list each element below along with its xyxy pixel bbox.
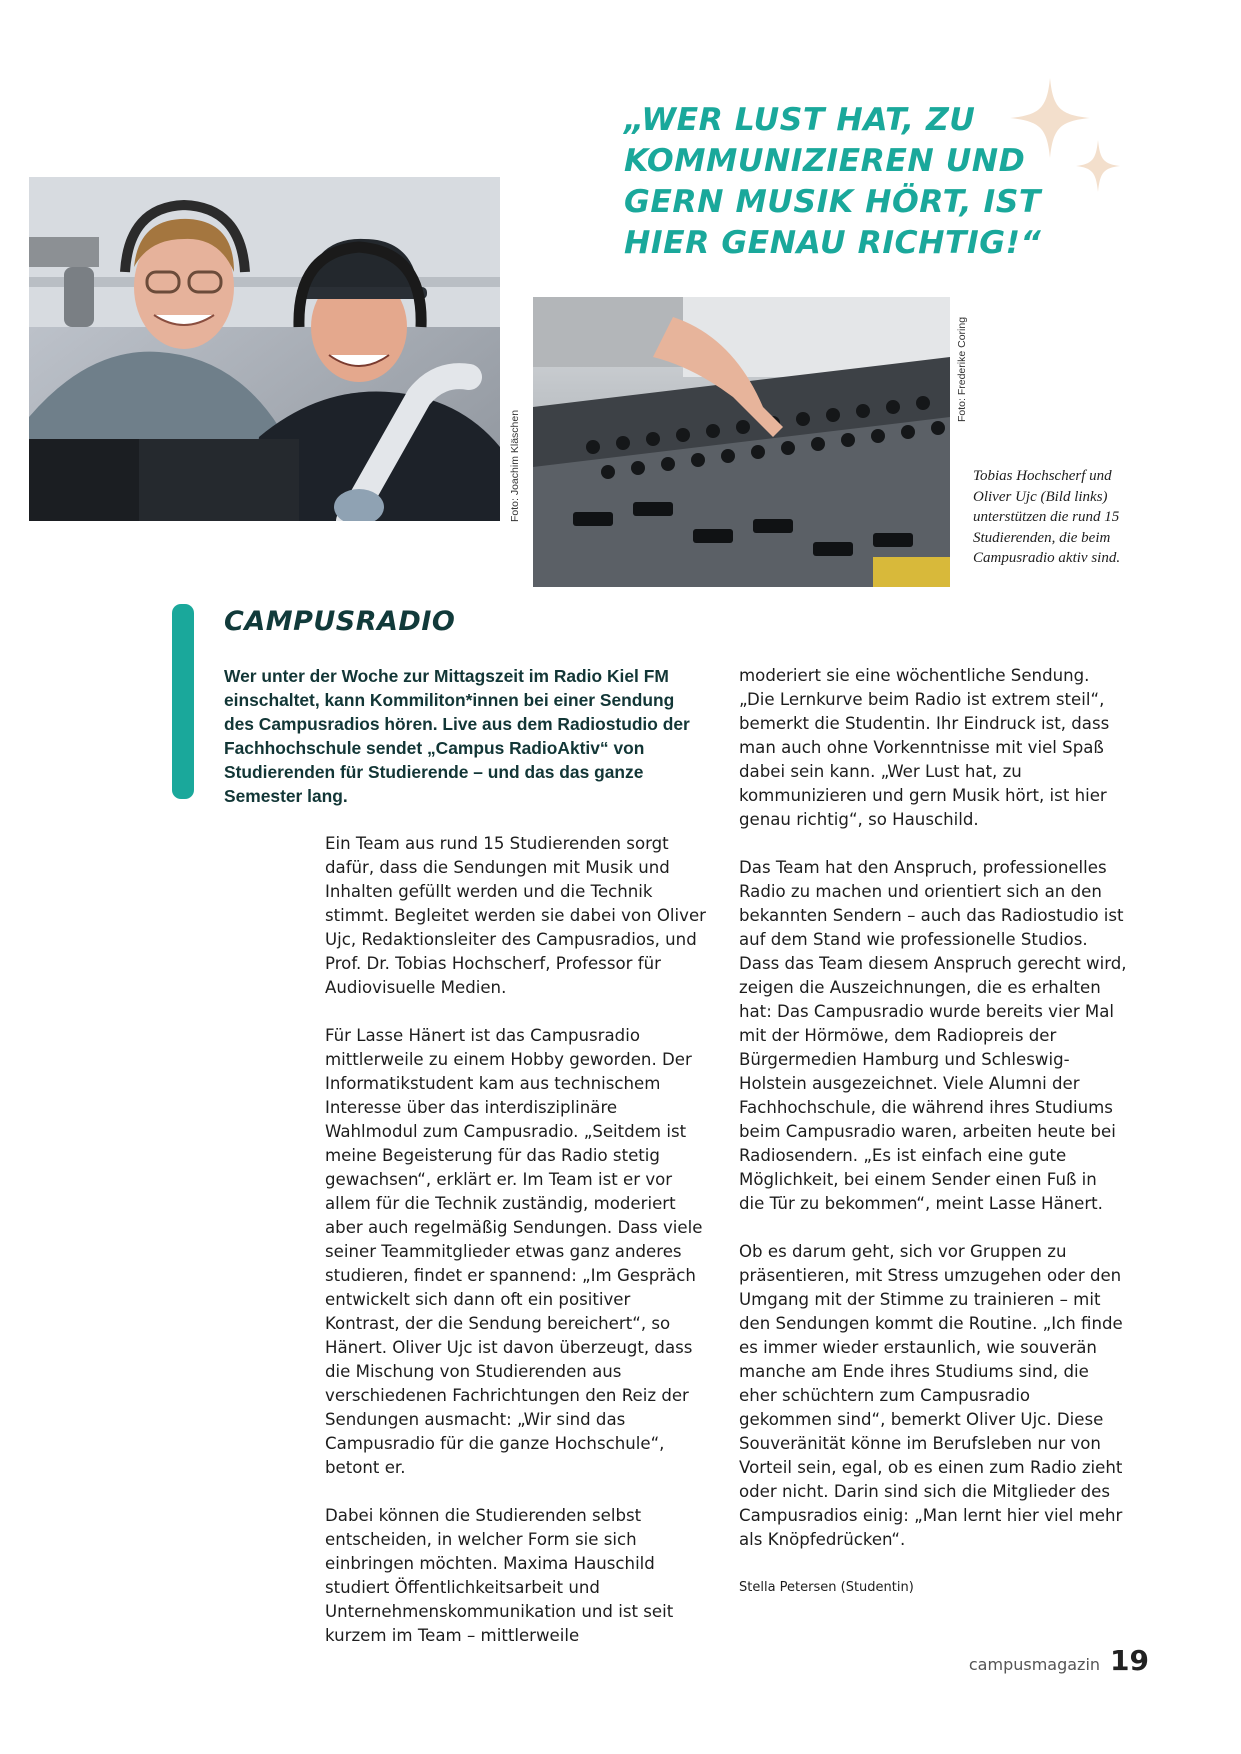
- photo-studio-hosts: [29, 177, 500, 521]
- page-number: 19: [1110, 1644, 1149, 1677]
- author-byline: Stella Petersen (Studentin): [739, 1580, 914, 1595]
- headline-accent-bar: [172, 604, 194, 799]
- photo-credit-right: Foto: Frederike Coring: [956, 316, 968, 422]
- page-footer: [969, 1644, 1149, 1677]
- sparkle-small-icon: [1076, 140, 1120, 192]
- article-headline: CAMPUSRADIO: [224, 606, 456, 637]
- body-column-right: [739, 664, 1127, 1600]
- body-column-left: [325, 832, 710, 1672]
- article-lead: Wer unter der Woche zur Mittagszeit im Radio Kiel FM einschaltet, kann Kommiliton*innen bei einer Sendung des Campusradios hören. Live aus dem Radiostudio der Fachhochschule sendet „Campus RadioAktiv“ von Studierenden für Studierende – und das das ganze Semester lang.: [224, 666, 690, 806]
- body-paragraph: Ob es darum geht, sich vor Gruppen zu präsentieren, mit Stress umzugehen oder den Umgang mit der Stimme zu trainieren – mit den Sendungen kommt die Routine. „Ich finde es immer wieder erstaunlich, wie souverän manche am Ende ihres Studiums sind, die eher schüchtern zum Campusradio gekommen sind“, bemerkt Oliver Ujc. Diese Souveränität könne im Berufsleben nur von Vorteil sein, egal, ob es einen zum Radio zieht oder nicht. Darin sind sich die Mitglieder des Campusradios einig: „Man lernt hier viel mehr als Knöpfedrücken“.: [739, 1242, 1123, 1549]
- pull-quote: „WER LUST HAT, ZU KOMMUNIZIEREN UND GERN MUSIK HÖRT, IST HIER GENAU RICHTIG!“: [624, 102, 1042, 261]
- body-paragraph: moderiert sie eine wöchentliche Sendung. „Die Lernkurve beim Radio ist extrem steil“, bemerkt die Studentin. Ihr Eindruck ist, dass man auch ohne Vorkenntnisse mit viel Spaß dabei sein kann. „Wer Lust hat, zu kommunizieren und gern Musik hört, ist hier genau richtig“, so Hauschild.: [739, 666, 1110, 829]
- body-paragraph: Für Lasse Hänert ist das Campusradio mittlerweile zu einem Hobby geworden. Der Informatikstudent kam aus technischem Interesse über das interdisziplinäre Wahlmodul zum Campusradio. „Seitdem ist meine Begeisterung für das Radio stetig gewachsen“, erklärt er. Im Team ist er vor allem für die Technik zuständig, moderiert aber auch regelmäßig Sendungen. Dass viele seiner Teammitglieder etwas ganz anderes studieren, findet er spannend: „Im Gespräch entwickelt sich dann oft ein positiver Kontrast, der die Sendung bereichert“, so Hänert. Oliver Ujc ist davon überzeugt, dass die Mischung von Studierenden aus verschiedenen Fachrichtungen den Reiz der Sendungen ausmacht: „Wir sind das Campusradio für die ganze Hochschule“, betont er.: [325, 1026, 703, 1477]
- body-paragraph: Ein Team aus rund 15 Studierenden sorgt dafür, dass die Sendungen mit Musik und Inhalten gefüllt werden und die Technik stimmt. Begleitet werden sie dabei von Oliver Ujc, Redaktionsleiter des Campusradios, und Prof. Dr. Tobias Hochscherf, Professor für Audiovisuelle Medien.: [325, 834, 707, 997]
- photo-caption: Tobias Hochscherf und Oliver Ujc (Bild links) unterstützen die rund 15 Studierenden, die beim Campusradio aktiv sind.: [973, 468, 1121, 566]
- magazine-name: campusmagazin: [968, 1655, 1101, 1674]
- photo-credit-left: Foto: Joachim Kläschen: [509, 409, 521, 522]
- body-paragraph: Das Team hat den Anspruch, professionelles Radio zu machen und orientiert sich an den bekannten Sendern – auch das Radiostudio ist auf dem Stand wie professionelle Studios. Dass das Team diesem Anspruch gerecht wird, zeigen die Auszeichnungen, die es erhalten hat: Das Campusradio wurde bereits vier Mal mit der Hörmöwe, dem Radiopreis der Bürgermedien Hamburg und Schleswig-Holstein ausgezeichnet. Viele Alumni der Fachhochschule, die während ihres Studiums beim Campusradio waren, arbeiten heute bei Radiosendern. „Es ist einfach eine gute Möglichkeit, bei einem Sender einen Fuß in die Tür zu bekommen“, meint Lasse Hänert.: [739, 858, 1127, 1213]
- photo-mixing-desk: [533, 297, 950, 587]
- body-paragraph: Dabei können die Studierenden selbst entscheiden, in welcher Form sie sich einbringen möchten. Maxima Hauschild studiert Öffentlichkeitsarbeit und Unternehmenskommunikation und ist seit kurzem im Team – mittlerweile: [325, 1506, 674, 1645]
